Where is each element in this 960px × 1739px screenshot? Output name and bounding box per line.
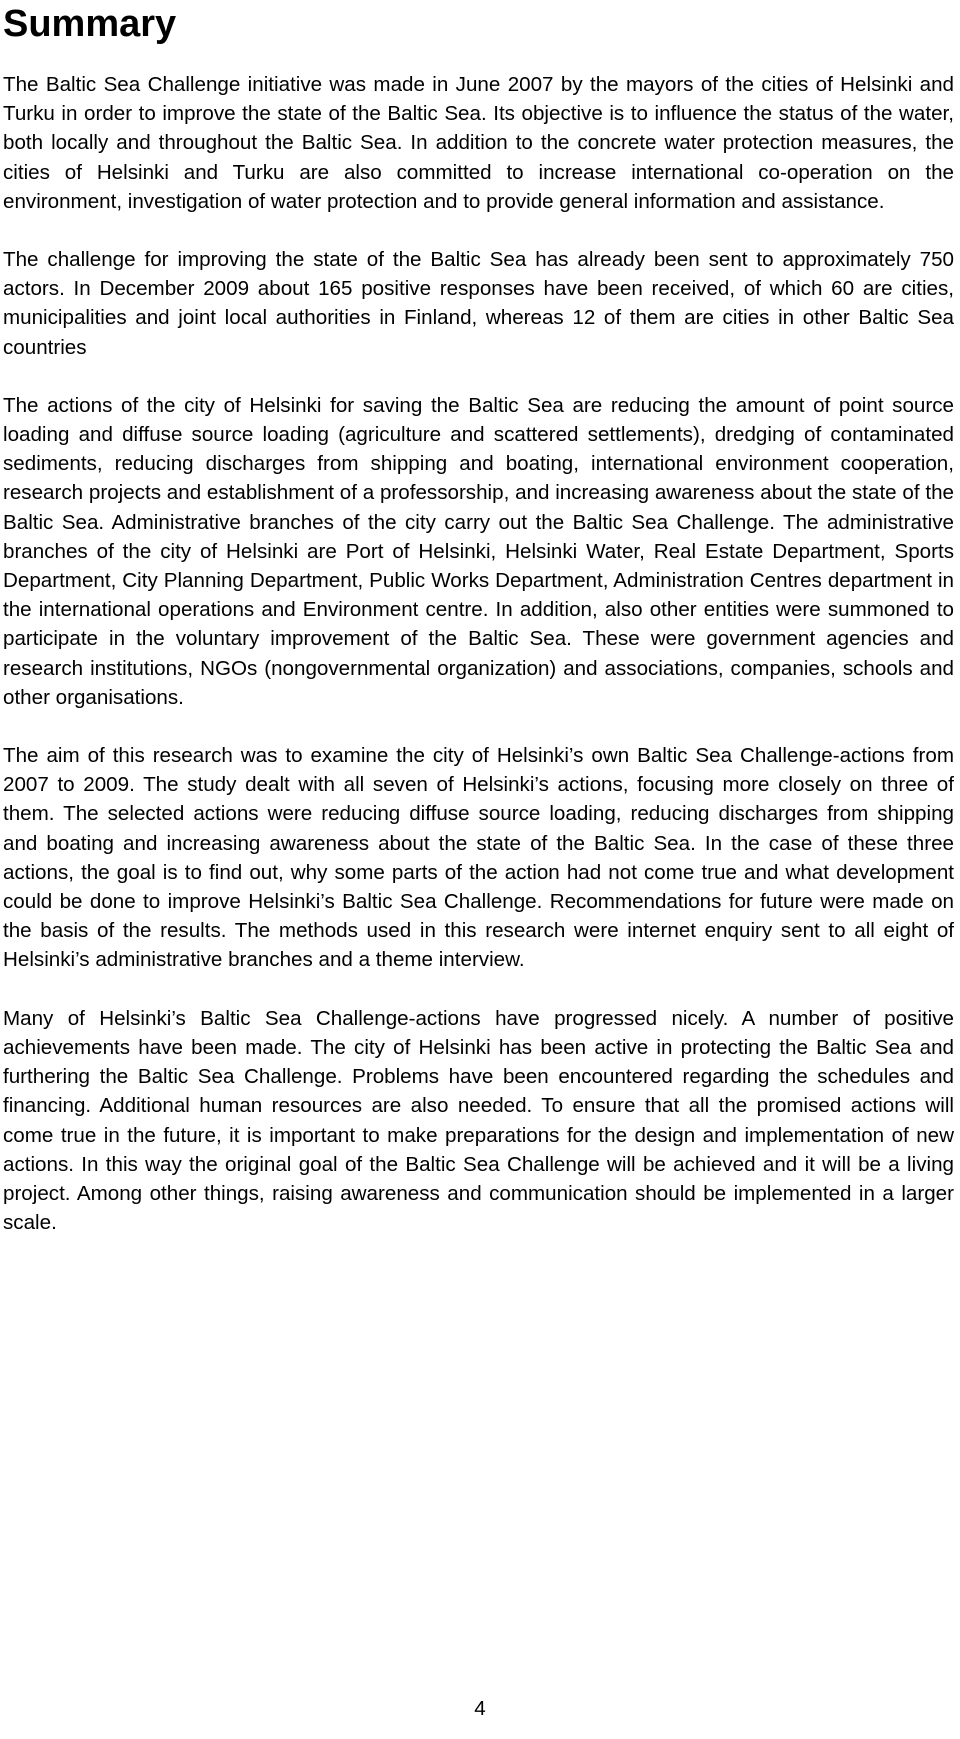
summary-body <box>3 70 954 1266</box>
paragraph-helsinki-actions: The actions of the city of Helsinki for saving the Baltic Sea are reducing the amount of point source loading and diffuse source loading (agriculture and scattered settlements), dredging of contaminated sediments, reducing discharges from shipping and boating, international environment cooperation, research projects and establishment of a professorship, and increasing awareness about the state of the Baltic Sea. Administrative branches of the city carry out the Baltic Sea Challenge. The administrative branches of the city of Helsinki are Port of Helsinki, Helsinki Water, Real Estate Department, Sports Department, City Planning Department, Public Works Department, Administration Centres department in the international operations and Environment centre. In addition, also other entities were summoned to participate in the voluntary improvement of the Baltic Sea. These were government agencies and research institutions, NGOs (nongovernmental organization) and associations, companies, schools and other organisations. <box>3 393 954 709</box>
page-title: Summary <box>3 3 177 45</box>
paragraph-research-aim: The aim of this research was to examine the city of Helsinki’s own Baltic Sea Challenge-actions from 2007 to 2009. The study dealt with all seven of Helsinki’s actions, focusing more closely on three of them. The selected actions were reducing diffuse source loading, reducing discharges from shipping and boating and increasing awareness about the state of the Baltic Sea. In the case of these three actions, the goal is to find out, why some parts of the action had not come true and what development could be done to improve Helsinki’s Baltic Sea Challenge. Recommendations for future were made on the basis of the results. The methods used in this research were internet enquiry sent to all eight of Helsinki’s administrative branches and a theme interview. <box>3 744 954 972</box>
paragraph-initiative: The Baltic Sea Challenge initiative was made in June 2007 by the mayors of the cities of Helsinki and Turku in order to improve the state of the Baltic Sea. Its objective is to influence the status of the water, both locally and throughout the Baltic Sea. In addition to the concrete water protection measures, the cities of Helsinki and Turku are also committed to increase international co-operation on the environment, investigation of water protection and to provide general information and assistance. <box>3 73 954 213</box>
paragraph-progress: Many of Helsinki’s Baltic Sea Challenge-actions have progressed nicely. A number of positive achievements have been made. The city of Helsinki has been active in protecting the Baltic Sea and furthering the Baltic Sea Challenge. Problems have been encountered regarding the schedules and financing. Additional human resources are also needed. To ensure that all the promised actions will come true in the future, it is important to make preparations for the design and implementation of new actions. In this way the original goal of the Baltic Sea Challenge will be achieved and it will be a living project. Among other things, raising awareness and communication should be implemented in a larger scale. <box>3 1006 954 1235</box>
page-number: 4 <box>474 1697 486 1720</box>
paragraph-challenge-actors: The challenge for improving the state of the Baltic Sea has already been sent to approximately 750 actors. In December 2009 about 165 positive responses have been received, of which 60 are cities, municipalities and joint local authorities in Finland, whereas 12 of them are cities in other Baltic Sea countries <box>3 248 954 359</box>
